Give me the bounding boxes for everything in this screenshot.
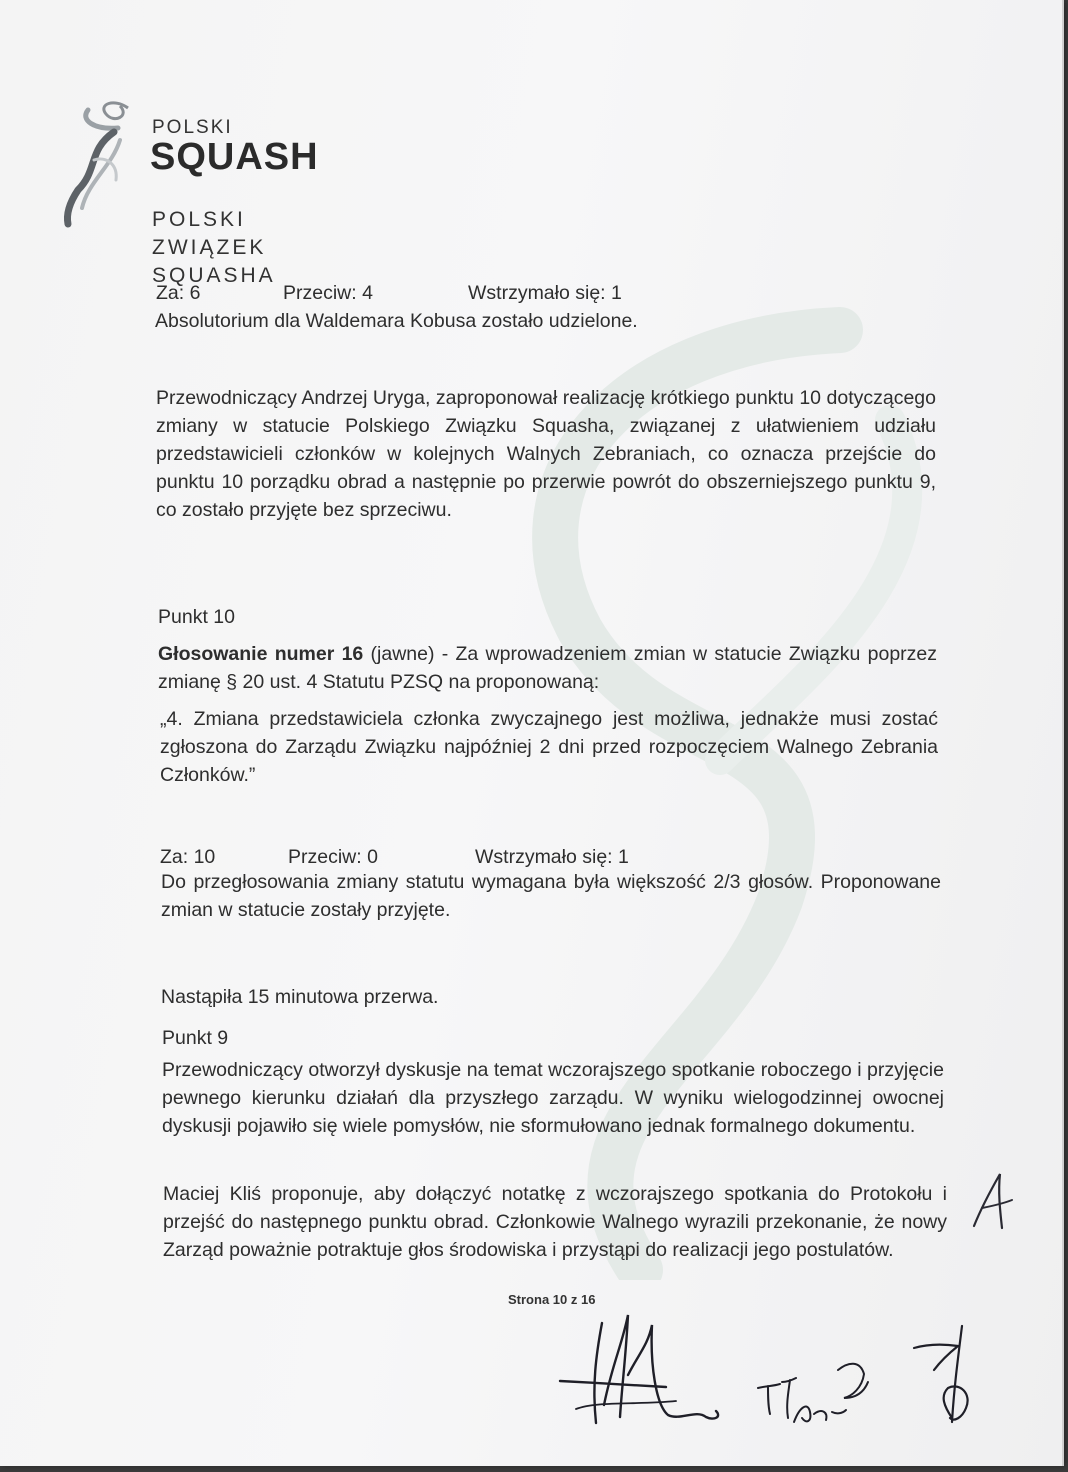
absolutorium-text: Absolutorium dla Waldemara Kobusa zostało udzielone.: [155, 310, 638, 332]
org-line: ZWIĄZEK: [152, 236, 267, 259]
signature-main-icon: [556, 1305, 736, 1435]
vote1-przeciw: Przeciw: 4: [283, 282, 373, 304]
org-line: POLSKI: [152, 208, 246, 231]
punkt10-heading: Punkt 10: [158, 606, 235, 628]
page-number: Strona 10 z 16: [508, 1292, 596, 1307]
brand-small: POLSKI: [152, 117, 233, 138]
initial-signature-icon: [968, 1168, 1018, 1238]
paragraph-intro: Przewodniczący Andrzej Uryga, zaproponował realizację krótkiego punktu 10 dotyczącego zmiany w statucie Polskiego Związku Squasha, związanej z ułatwieniem udziału przedstawicieli członków w kolejnych Walnych Zebraniach, co oznacza przejście do punktu 10 porządku obrad a następnie po przerwie powrót do obszerniejszego punktu 9, co zostało przyjęte bez sprzeciwu.: [156, 387, 936, 521]
glosowanie-paragraph: [158, 640, 937, 696]
glosowanie-label: Głosowanie numer 16: [158, 643, 364, 665]
signature-initials-icon: [752, 1352, 882, 1432]
glosowanie-rest: (jawne) - Za wprowadzeniem zmian w statucie Związku poprzez zmianę § 20 ust. 4 Statutu PZSQ na proponowaną:: [158, 643, 937, 693]
brand-big: SQUASH: [150, 136, 319, 178]
paragraph-discussion: Przewodniczący otworzył dyskusje na temat wczorajszego spotkanie roboczego i przyjęcie pewnego kierunku działań dla przyszłego zarządu. W wyniku wielogodzinnej owocnej dyskusji pojawiło się wiele pomysłów, nie sformułowano jednak formalnego dokumentu.: [162, 1059, 944, 1137]
org-line: SQUASHA: [152, 264, 276, 287]
statute-quote: „4. Zmiana przedstawiciela członka zwyczajnego jest możliwa, jednakże musi zostać zgłoszona do Zarządu Związku najpóźniej 2 dni przed rozpoczęciem Walnego Zebrania Członków.”: [160, 708, 938, 786]
vote1-wstrzymalo: Wstrzymało się: 1: [468, 282, 622, 304]
organization-name: [152, 206, 276, 290]
vote2-przeciw: Przeciw: 0: [288, 846, 378, 868]
polski-squash-logo-icon: [58, 90, 148, 230]
paragraph-proposal: Maciej Kliś proponuje, aby dołączyć notatkę z wczorajszego spotkania do Protokołu i przejść do następnego punktu obrad. Członkowie Walnego wyrazili przekonanie, że nowy Zarząd poważnie potraktuje głos środowiska i przystąpi do realizacji jego postulatów.: [163, 1183, 947, 1261]
przerwa-text: Nastąpiła 15 minutowa przerwa.: [161, 986, 439, 1008]
vote2-wstrzymalo: Wstrzymało się: 1: [475, 846, 629, 868]
vote1-za: Za: 6: [156, 282, 201, 304]
result-paragraph: Do przegłosowania zmiany statutu wymagana była większość 2/3 głosów. Proponowane zmian w statucie zostały przyjęte.: [161, 871, 941, 921]
punkt9-heading: Punkt 9: [162, 1027, 229, 1049]
vote2-za: Za: 10: [160, 846, 216, 868]
signature-right-icon: [904, 1318, 994, 1428]
